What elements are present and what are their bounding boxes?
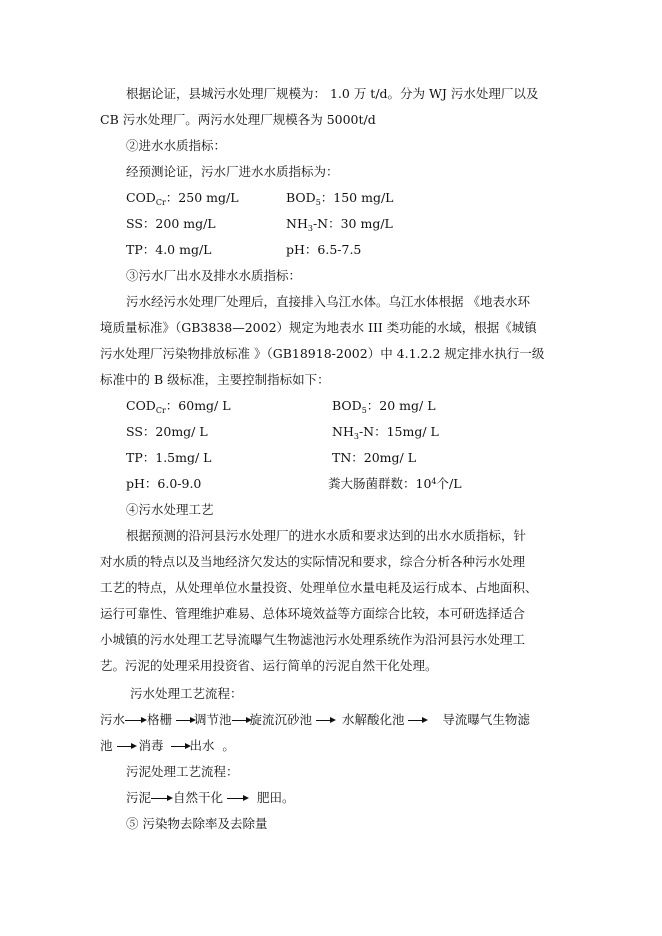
sludge-flow-title: 污泥处理工艺流程： [126,764,239,779]
flow-step-sewage: 污水 [100,712,126,727]
flow-end-mark: 。 [222,738,235,753]
influent-bod: $BOD_5$：150 mg/L [286,190,394,207]
flow-step-biofilter: 导流曝气生物滤 [442,712,530,727]
flow-step-sludge: 污泥 [126,790,152,805]
influent-ph: pH：6.5-7.5 [286,242,362,257]
flow-step-effluent: 出水 [189,738,215,753]
section-heading-influent: ②进水水质指标： [126,138,227,153]
flow-step-hydrolysis-tank: 水解酸化池 [341,712,405,727]
arrow-right-icon [316,720,334,721]
paragraph-scale-line2: CB 污水处理厂。两污水处理厂规模各为 5000t/d [100,112,376,127]
wastewater-flow-title: 污水处理工艺流程： [130,686,243,701]
effluent-bod: $BOD_5$：20 mg/ L [332,398,436,415]
arrow-right-icon [151,794,173,804]
influent-nh3n: $NH_3-N$：30 mg/L [286,216,393,233]
effluent-ss: SS：20mg/ L [126,424,208,439]
influent-tp: TP：4.0 mg/L [126,242,212,257]
process-para-line6: 艺。污泥的处理采用投资省、运行简单的污泥自然干化处理。 [100,658,438,673]
arrow-right-icon [176,720,194,721]
flow-step-natural-drying: 自然干化 [173,790,224,805]
effluent-para-line4: 标准中的 B 级标准，主要控制指标如下： [100,372,330,387]
effluent-para-line3: 污水处理厂污染物排放标准 》（GB18918-2002）中 4.1.2.2 规定排水执行一级 [100,346,545,361]
section-heading-process: ④污水处理工艺 [126,502,214,517]
flow-step-disinfection: 消毒 [138,738,164,753]
arrow-right-icon [125,716,147,726]
arrow-right-icon [232,720,250,721]
effluent-ph: pH：6.0-9.0 [126,476,202,491]
arrow-right-icon [227,794,249,804]
section-heading-effluent: ③污水厂出水及排水水质指标： [126,268,302,283]
effluent-coliform: 粪大肠菌群数：$10^4$个/L [328,476,462,491]
flow-step-equalization-tank: 调节池 [194,712,232,727]
process-para-line4: 运行可靠性、管理维护难易、总体环境效益等方面综合比较，本可研选择适合 [100,606,526,621]
wastewater-flow-row1 [100,712,530,728]
section-heading-removal: ⑤ 污染物去除率及去除量 [126,816,268,831]
effluent-cod: $COD_{Cr}$：60mg/ L [126,398,231,415]
effluent-tp: TP：1.5mg/ L [126,450,212,465]
influent-intro: 经预测论证，污水厂进水水质指标为： [126,164,339,179]
arrow-right-icon [171,746,189,747]
paragraph-scale-line1: 根据论证，县城污水处理厂规模为： 1.0 万 t/d。分为 WJ 污水处理厂以及 [126,86,539,101]
effluent-tn: TN：20mg/ L [332,450,417,465]
process-para-line3: 工艺的特点，从处理单位水量投资、处理单位水量电耗及运行成本、占地面积、 [100,580,538,595]
arrow-right-icon [117,746,135,747]
process-para-line2: 对水质的特点以及当地经济欠发达的实际情况和要求，综合分析各种污水处理 [100,554,526,569]
influent-ss: SS：200 mg/L [126,216,216,231]
process-para-line1: 根据预测的沿河县污水处理厂的进水水质和要求达到的出水水质指标，针 [126,528,527,543]
flow-step-biofilter-cont: 池 [100,738,113,753]
wastewater-flow-row2 [100,738,235,754]
flow-step-grit-chamber: 旋流沉砂池 [249,712,313,727]
flow-step-fertilize: 肥田。 [256,790,295,805]
flow-step-screen: 格栅 [147,712,173,727]
effluent-para-line1: 污水经污水处理厂处理后，直接排入乌江水体。乌江水体根据 《地表水环 [126,294,530,309]
influent-cod: $COD_{Cr}$：250 mg/L [126,190,239,207]
arrow-right-icon [408,720,426,721]
effluent-nh3n: $NH_3-N$：15mg/ L [332,424,439,441]
effluent-para-line2: 境质量标准》（GB3838—2002）规定为地表水 III 类功能的水域，根据《城镇 [100,320,537,335]
process-para-line5: 小城镇的污水处理工艺导流曝气生物滤池污水处理系统作为沿河县污水处理工 [100,632,526,647]
sludge-flow-row [126,790,294,806]
